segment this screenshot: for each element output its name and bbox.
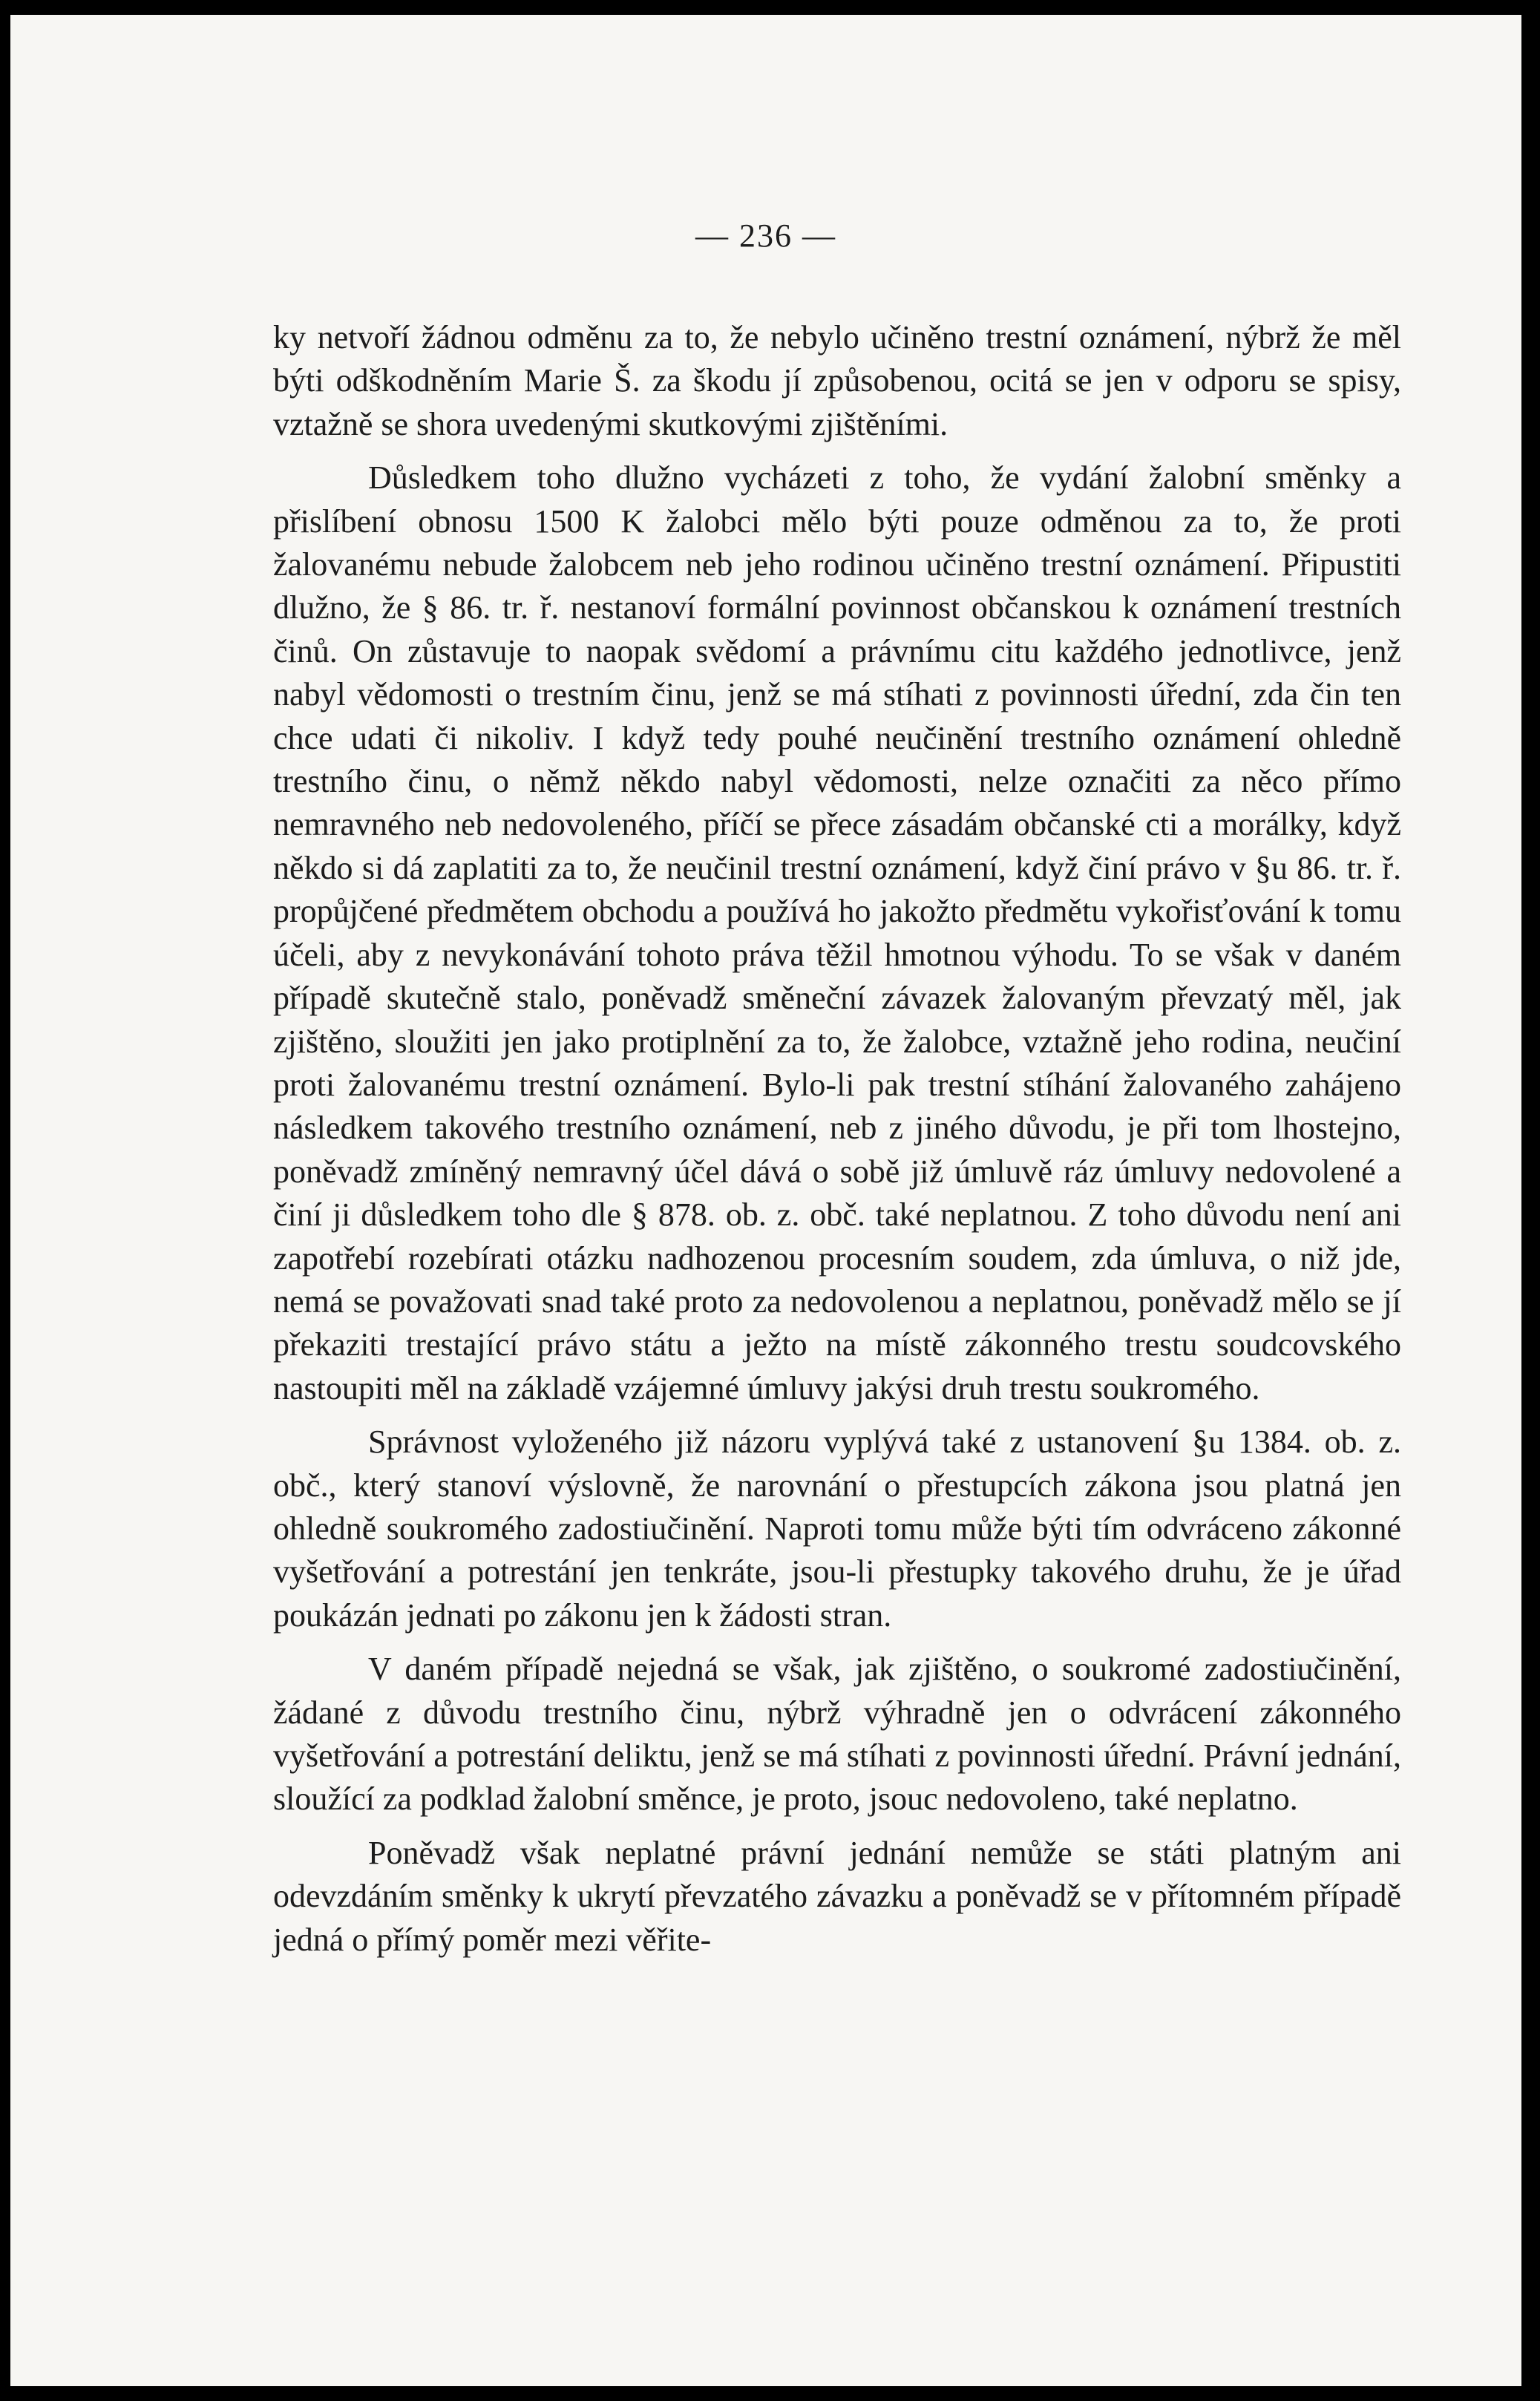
paragraph: V daném případě nejedná se však, jak zjištěno, o soukromé zadostiučinění, žádané z důvodu trestního činu, nýbrž výhradně jen o odvrácení zákonného vyšetřování a potrestání deliktu, jenž se má stíhati z povinnosti úřední. Právní jednání, sloužící za podklad žalobní směnce, je proto, jsouc nedovoleno, také neplatno.: [273, 1651, 1401, 1818]
document-page: [10, 15, 1521, 2386]
paragraph-continuation: ky netvoří žádnou odměnu za to, že nebylo učiněno trestní oznámení, nýbrž že měl býti odškodněním Marie Š. za škodu jí způsobenou, ocitá se jen v odporu se spisy, vztažně se shora uvedenými skutkovými zjištěními.: [273, 319, 1401, 442]
paragraph: Správnost vyloženého již názoru vyplývá také z ustanovení §u 1384. ob. z. obč., který stanoví výslovně, že narovnání o přestupcích zákona jsou platná jen ohledně soukromého zadostiučinění. Naproti tomu může býti tím odvráceno zákonné vyšetřování a potrestání jen tenkráte, jsou-li přestupky takového druhu, že je úřad poukázán jednati po zákonu jen k žádosti stran.: [273, 1424, 1401, 1634]
page-number: — 236 —: [695, 217, 836, 254]
paragraph: Poněvadž však neplatné právní jednání nemůže se státi platným ani odevzdáním směnky k ukrytí převzatého závazku a poněvadž se v přítomném případě jedná o přímý poměr mezi věřite-: [273, 1834, 1401, 1958]
body-text: [273, 316, 1401, 1972]
paragraph: Důsledkem toho dlužno vycházeti z toho, že vydání žalobní směnky a přislíbení obnosu 1500 K žalobci mělo býti pouze odměnou za to, že proti žalovanému nebude žalobcem neb jeho rodinou učiněno trestní oznámení. Připustiti dlužno, že § 86. tr. ř. nestanoví formální povinnost občanskou k oznámení trestních činů. On zůstavuje to naopak svědomí a právnímu citu každého jednotlivce, jenž nabyl vědomosti o trestním činu, jenž se má stíhati z povinnosti úřední, zda čin ten chce udati či nikoliv. I když tedy pouhé neučinění trestního oznámení ohledně trestního činu, o němž někdo nabyl vědomosti, nelze označiti za něco přímo nemravného neb nedovoleného, příčí se přece zásadám občanské cti a morálky, když někdo si dá zaplatiti za to, že neučinil trestní oznámení, když činí právo v §u 86. tr. ř. propůjčené předmětem obchodu a používá ho jakožto předmětu vykořisťování k tomu účeli, aby z nevykonávání tohoto práva těžil hmotnou výhodu. To se však v daném případě skutečně stalo, poněvadž směneční závazek žalovaným převzatý měl, jak zjištěno, sloužiti jen jako protiplnění za to, že žalobce, vztažně jeho rodina, neučiní proti žalovanému trestní oznámení. Bylo-li pak trestní stíhání žalovaného zahájeno následkem takového trestního oznámení, neb z jiného důvodu, je při tom lhostejno, poněvadž zmíněný nemravný účel dává o sobě již úmluvě ráz úmluvy nedovolené a činí ji důsledkem toho dle § 878. ob. z. obč. také neplatnou. Z toho důvodu není ani zapotřebí rozebírati otázku nadhozenou procesním soudem, zda úmluva, o niž jde, nemá se považovati snad také proto za nedovolenou a neplatnou, poněvadž mělo se jí překaziti trestající právo státu a ježto na místě zákonného trestu soudcovského nastoupiti měl na základě vzájemné úmluvy jakýsi druh trestu soukromého.: [273, 459, 1401, 1406]
